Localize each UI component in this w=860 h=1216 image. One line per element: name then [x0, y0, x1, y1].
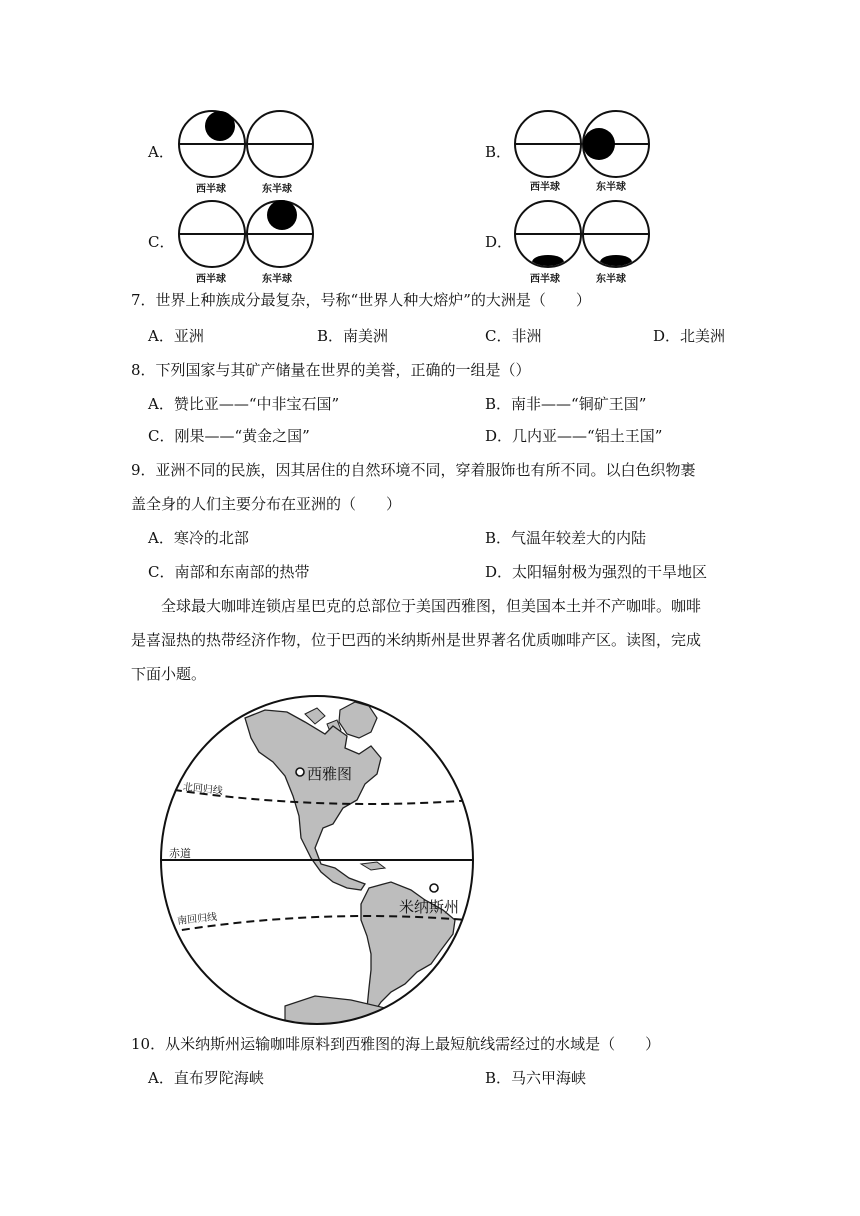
west-hemisphere-caption: 西半球 — [196, 274, 226, 285]
option-c: C．非洲 — [485, 327, 542, 345]
seattle-label: 西雅图 — [307, 765, 353, 783]
west-hemisphere-caption: 西半球 — [196, 184, 226, 195]
greenland-shape — [339, 702, 377, 738]
passage-line: 全球最大咖啡连锁店星巴克的总部位于美国西雅图，但美国本土并不产咖啡。咖啡 — [161, 597, 702, 615]
passage-line: 下面小题。 — [131, 665, 207, 683]
option-c: C．刚果——“黄金之国” — [148, 427, 310, 445]
question-stem: 10．从米纳斯州运输咖啡原料到西雅图的海上最短航线需经过的水域是（ ） — [131, 1035, 661, 1053]
option-label: B． — [485, 143, 512, 161]
option-label: C． — [148, 233, 175, 251]
minas-marker — [430, 884, 438, 892]
option-b: B．南美洲 — [317, 327, 389, 345]
tropic-of-capricorn-label: 南回归线 — [176, 911, 218, 928]
seattle-marker — [296, 768, 304, 776]
option-d: D．北美洲 — [653, 327, 726, 345]
west-hemisphere-caption: 西半球 — [530, 182, 560, 193]
option-b: B．南非——“铜矿王国” — [485, 395, 647, 413]
east-hemisphere-caption: 东半球 — [262, 274, 292, 285]
option-c: C．南部和东南部的热带 — [148, 563, 310, 581]
option-b: B．气温年较差大的内陆 — [485, 529, 647, 547]
west-hemisphere-caption: 西半球 — [530, 274, 560, 285]
option-d: D．太阳辐射极为强烈的干旱地区 — [485, 563, 708, 581]
question-stem: 7．世界上种族成分最复杂，号称“世界人种大熔炉”的大洲是（ ） — [131, 291, 591, 309]
minas-label: 米纳斯州 — [399, 898, 460, 916]
globe-svg — [155, 688, 475, 1028]
equator-label: 赤道 — [169, 847, 191, 860]
question-stem: 8．下列国家与其矿产储量在世界的美誉，正确的一组是（） — [131, 361, 531, 379]
east-hemisphere-caption: 东半球 — [596, 274, 626, 285]
americas-globe-map — [155, 688, 475, 1028]
option-label: A． — [148, 143, 174, 161]
option-a: A．寒冷的北部 — [148, 529, 249, 547]
tropic-of-cancer-label: 北回归线 — [182, 781, 224, 798]
question-stem-line2: 盖全身的人们主要分布在亚洲的（ ） — [131, 495, 402, 513]
option-b: B．马六甲海峡 — [485, 1069, 587, 1087]
option-a: A．赞比亚——“中非宝石国” — [148, 395, 340, 413]
option-d: D．几内亚——“铝土王国” — [485, 427, 663, 445]
option-label: D． — [485, 233, 513, 251]
option-a: A．亚洲 — [148, 327, 204, 345]
passage-line: 是喜湿热的热带经济作物，位于巴西的米纳斯州是世界著名优质咖啡产区。读图，完成 — [131, 631, 702, 649]
option-a: A．直布罗陀海峡 — [148, 1069, 264, 1087]
question-stem-line1: 9．亚洲不同的民族，因其居住的自然环境不同，穿着服饰也有所不同。以白色织物裹 — [131, 461, 696, 479]
east-hemisphere-caption: 东半球 — [262, 184, 292, 195]
east-hemisphere-caption: 东半球 — [596, 182, 626, 193]
